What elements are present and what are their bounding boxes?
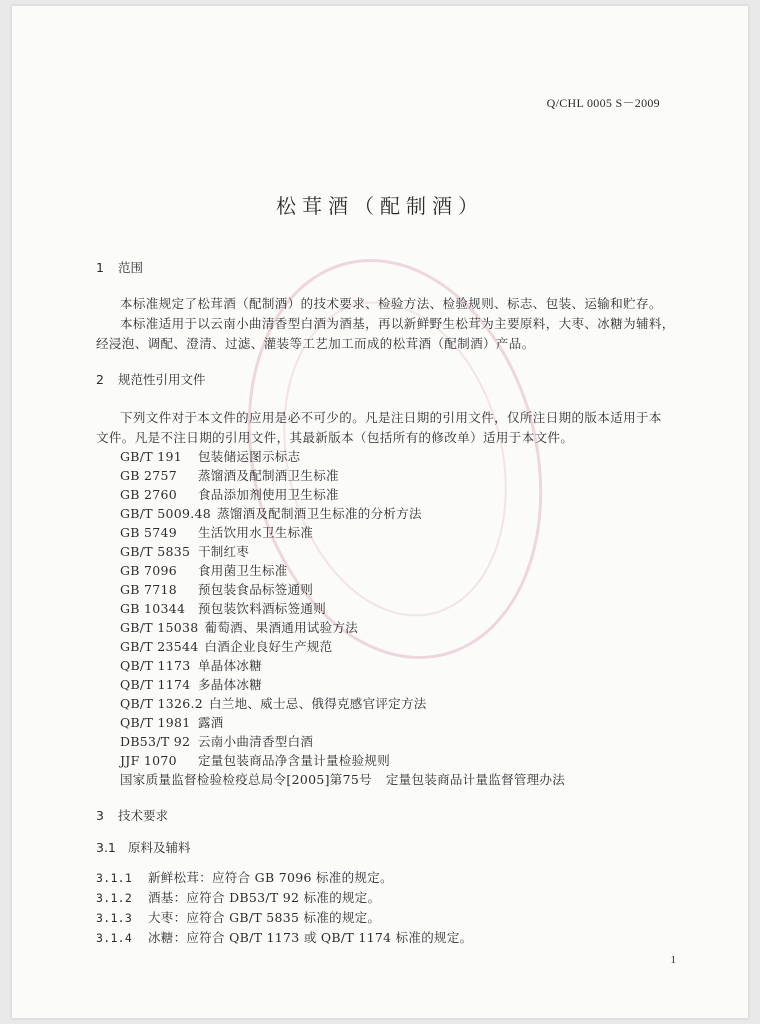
reference-code: 国家质量监督检验检疫总局令[2005]第75号 <box>120 772 372 787</box>
section-3-number: 3 <box>96 808 104 823</box>
reference-title: 包装储运图示标志 <box>198 449 301 464</box>
reference-item <box>120 732 313 750</box>
reference-code: JJF 1070 <box>120 753 177 768</box>
reference-title: 蒸馏酒及配制酒卫生标准的分析方法 <box>216 506 422 521</box>
clause-item <box>96 908 380 926</box>
clause-item <box>96 868 393 886</box>
section-1-paragraph: 本标准适用于以云南小曲清香型白酒为酒基，再以新鲜野生松茸为主要原料，大枣、冰糖为辅料， <box>120 316 675 331</box>
section-2-heading <box>96 370 206 388</box>
reference-title: 葡萄酒、果酒通用试验方法 <box>204 620 359 635</box>
reference-code: GB 2760 <box>120 487 178 502</box>
reference-title: 多晶体冰糖 <box>198 677 263 692</box>
clause-number: 3.1.3 <box>96 911 133 925</box>
reference-title: 蒸馏酒及配制酒卫生标准 <box>198 468 339 483</box>
reference-item <box>120 485 339 503</box>
reference-item <box>120 751 390 769</box>
reference-code: GB 5749 <box>120 525 178 540</box>
reference-code: QB/T 1981 <box>120 715 191 730</box>
reference-title: 白兰地、威士忌、俄得克感官评定方法 <box>209 696 427 711</box>
reference-title: 单晶体冰糖 <box>198 658 263 673</box>
document-code: Q/CHL 0005 S－2009 <box>546 96 660 110</box>
section-1-heading <box>96 258 143 276</box>
clause-number: 3.1.1 <box>96 871 133 885</box>
reference-title: 生活饮用水卫生标准 <box>198 525 314 540</box>
reference-item <box>120 675 262 693</box>
reference-code: GB/T 5009.48 <box>120 506 211 521</box>
reference-title: 定量包装商品计量监督管理办法 <box>385 772 566 787</box>
reference-code: GB 2757 <box>120 468 178 483</box>
reference-code: GB/T 23544 <box>120 639 199 654</box>
reference-code: GB 10344 <box>120 601 186 616</box>
clause-item <box>96 928 472 946</box>
section-3-1-number: 3.1 <box>96 840 116 855</box>
reference-item <box>120 713 224 731</box>
reference-code: GB/T 191 <box>120 449 182 464</box>
reference-item <box>120 504 422 522</box>
reference-title: 云南小曲清香型白酒 <box>198 734 314 749</box>
reference-item <box>120 466 339 484</box>
reference-item <box>120 770 565 788</box>
section-1-paragraph: 经浸泡、调配、澄清、过滤、灌装等工艺加工而成的松茸酒（配制酒）产品。 <box>96 336 535 351</box>
section-3-heading <box>96 806 168 824</box>
reference-item <box>120 694 427 712</box>
reference-item <box>120 618 358 636</box>
section-1-number: 1 <box>96 260 104 275</box>
reference-code: QB/T 1326.2 <box>120 696 203 711</box>
reference-code: QB/T 1173 <box>120 658 191 673</box>
reference-code: GB/T 5835 <box>120 544 191 559</box>
clause-text: 酒基：应符合 DB53/T 92 标准的规定。 <box>148 890 381 905</box>
reference-title: 食品添加剂使用卫生标准 <box>198 487 339 502</box>
reference-title: 干制红枣 <box>198 544 250 559</box>
section-2-title: 规范性引用文件 <box>118 372 206 387</box>
reference-title: 预包装饮料酒标签通则 <box>198 601 327 616</box>
clause-number: 3.1.2 <box>96 891 133 905</box>
reference-code: DB53/T 92 <box>120 734 191 749</box>
page-number: 1 <box>670 954 676 966</box>
reference-item <box>120 447 300 465</box>
reference-title: 预包装食品标签通则 <box>198 582 314 597</box>
reference-item <box>120 523 313 541</box>
reference-title: 食用菌卫生标准 <box>198 563 288 578</box>
section-2-intro: 下列文件对于本文件的应用是必不可少的。凡是注日期的引用文件，仅所注日期的版本适用于本 <box>120 410 662 425</box>
section-1-paragraph: 本标准规定了松茸酒（配制酒）的技术要求、检验方法、检验规则、标志、包装、运输和贮存。 <box>120 296 662 311</box>
reference-title: 白酒企业良好生产规范 <box>204 639 333 654</box>
document-title: 松茸酒（配制酒） <box>276 194 484 218</box>
reference-item <box>120 637 332 655</box>
reference-item <box>120 542 249 560</box>
reference-code: GB 7718 <box>120 582 178 597</box>
reference-title: 露酒 <box>198 715 224 730</box>
section-2-intro: 文件。凡是不注日期的引用文件，其最新版本（包括所有的修改单）适用于本文件。 <box>96 430 574 445</box>
reference-code: GB/T 15038 <box>120 620 199 635</box>
reference-code: QB/T 1174 <box>120 677 191 692</box>
reference-item <box>120 599 326 617</box>
clause-number: 3.1.4 <box>96 931 133 945</box>
reference-item <box>120 656 262 674</box>
section-3-1-title: 原料及辅料 <box>128 840 191 855</box>
reference-item <box>120 580 313 598</box>
section-1-title: 范围 <box>118 260 144 275</box>
section-2-number: 2 <box>96 372 104 387</box>
section-3-1-heading <box>96 838 191 856</box>
reference-title: 定量包装商品净含量计量检验规则 <box>198 753 391 768</box>
clause-item <box>96 888 380 906</box>
reference-item <box>120 561 288 579</box>
clause-text: 新鲜松茸：应符合 GB 7096 标准的规定。 <box>148 870 393 885</box>
clause-text: 大枣：应符合 GB/T 5835 标准的规定。 <box>148 910 381 925</box>
document-page <box>12 6 748 1018</box>
reference-code: GB 7096 <box>120 563 178 578</box>
clause-text: 冰糖：应符合 QB/T 1173 或 QB/T 1174 标准的规定。 <box>148 930 473 945</box>
section-3-title: 技术要求 <box>118 808 169 823</box>
